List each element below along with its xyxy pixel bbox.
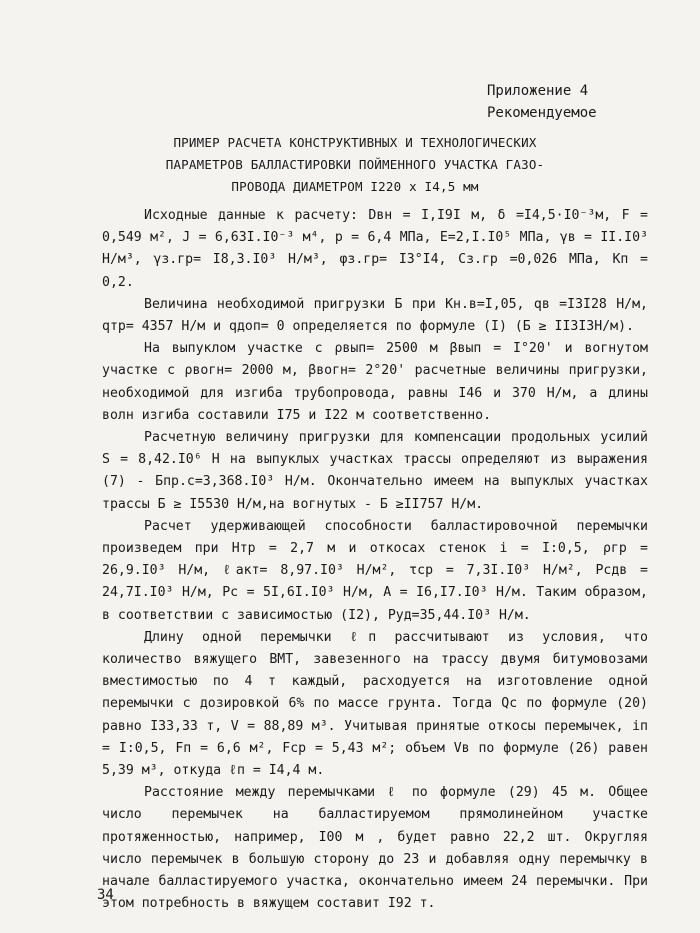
appendix-status: Рекомендуемое bbox=[487, 105, 597, 121]
paragraph-curved-sections: На выпуклом участке с ρвып= 2500 м βвып = I°20' и вогнутом участке с ρвогн= 2000 м, βвогн= 2°20' расчетные величины пригрузки, необходимой для изгиба трубопровода, равны I46 и 370 Н/м, а длины волн изгиба составили I75 и I22 м соответственно. bbox=[102, 341, 648, 423]
paragraph-axial-forces: Расчетную величину пригрузки для компенсации продольных усилий S = 8,42.I0⁶ Н на выпуклых участках трассы определяют из выражения (7) - Бпр.с=3,368.I0³ Н/м. Окончательно имеем на выпуклых участках трассы Б ≥ I5530 Н/м,на вогнутых - Б ≥II757 Н/м. bbox=[102, 430, 648, 512]
document-body bbox=[102, 205, 648, 916]
appendix-number: Приложение 4 bbox=[487, 83, 589, 99]
document-title bbox=[140, 132, 570, 198]
appendix-label bbox=[487, 80, 597, 124]
page-number: 34 bbox=[97, 887, 114, 903]
paragraph-initial-data: Исходные данные к расчету: Dвн = I,I9I м, δ =I4,5·I0⁻³м, F = 0,549 м², J = 6,63I.I0⁻³ м⁴, p = 6,4 МПа, E=2,I.I0⁵ МПа, γв = II.I0³ Н/м³, γз.гр= I8,3.I0³ Н/м³, φз.гр= I3°I4, Cз.гр =0,026 МПа, Kп = 0,2. bbox=[102, 208, 648, 290]
title-line-2: ПАРАМЕТРОВ БАЛЛАСТИРОВКИ ПОЙМЕННОГО УЧАСТКА ГАЗО- bbox=[165, 157, 545, 172]
paragraph-jumper-length: Длину одной перемычки ℓп рассчитывают из условия, что количество вяжущего ВМТ, завезенного на трассу двумя битумовозами вместимостью по 4 т каждый, расходуется на изготовление одной перемычки с дозировкой 6% по массе грунта. Тогда Qc по формуле (20) равно I33,33 т, V = 88,89 м³. Учитывая принятые откосы перемычек, iп = I:0,5, Fп = 6,6 м², Fср = 5,43 м²; объем Vв по формуле (26) равен 5,39 м³, откуда ℓп = I4,4 м. bbox=[102, 629, 648, 779]
title-line-3: ПРОВОДА ДИАМЕТРОМ I220 x I4,5 мм bbox=[231, 179, 479, 194]
paragraph-holding-capacity: Расчет удерживающей способности балластировочной перемычки произведем при Hтр = 2,7 м и откосах стенок i = I:0,5, ρгр = 26,9.I0³ Н/м, ℓакт= 8,97.I0³ Н/м², τср = 7,3I.I0³ Н/м², Pсдв = 24,7I.I0³ Н/м, Pc = 5I,6I.I0³ Н/м, A = I6,I7.I0³ Н/м. Таким образом, в соответствии с зависимостью (I2), Pуд=35,44.I0³ Н/м. bbox=[102, 518, 648, 623]
title-line-1: ПРИМЕР РАСЧЕТА КОНСТРУКТИВНЫХ И ТЕХНОЛОГИЧЕСКИХ bbox=[173, 135, 537, 150]
paragraph-required-load: Величина необходимой пригрузки Б при Кн.в=I,05, qв =I3I28 Н/м, qтр= 4357 Н/м и qдоп= 0 определяется по формуле (I) (Б ≥ II3I3Н/м). bbox=[102, 296, 648, 335]
paragraph-jumper-spacing: Расстояние между перемычками ℓ по формуле (29) 45 м. Общее число перемычек на балластируемом прямолинейном участке протяженностью, например, I00 м , будет равно 22,2 шт. Округляя число перемычек в большую сторону до 23 и добавляя одну перемычку в начале балластируемого участка, окончательно имеем 24 перемычки. При этом потребность в вяжущем составит I92 т. bbox=[102, 785, 648, 912]
